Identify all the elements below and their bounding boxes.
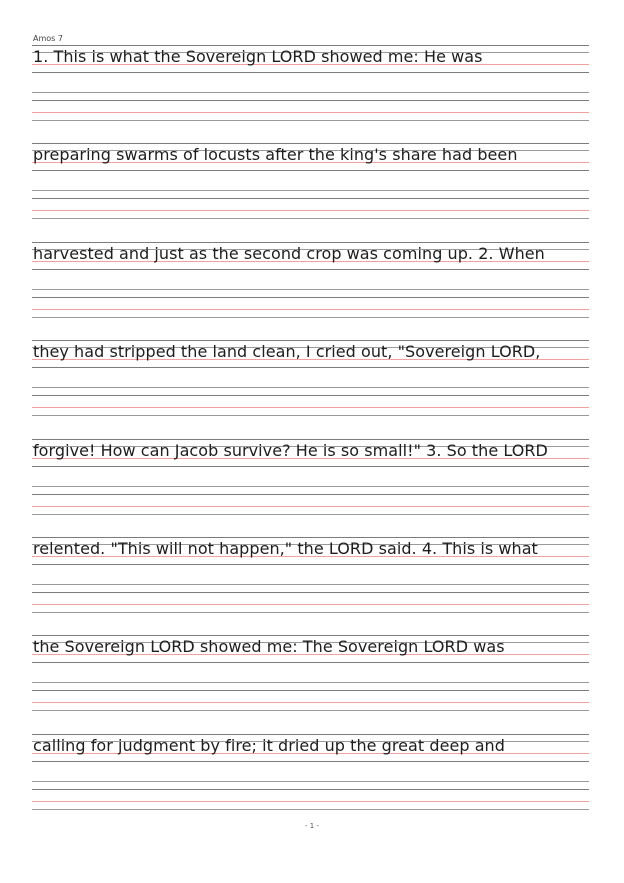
writing-line-block xyxy=(32,340,589,422)
verse-text-line: preparing swarms of locusts after the king's share had been xyxy=(33,145,518,165)
guide-line xyxy=(32,395,589,396)
guide-line xyxy=(32,789,589,790)
red-guide-line xyxy=(32,506,589,507)
red-guide-line xyxy=(32,604,589,605)
guide-line xyxy=(32,635,589,636)
guide-line xyxy=(32,289,589,290)
guide-line xyxy=(32,734,589,735)
guide-line xyxy=(32,584,589,585)
verse-text-line: forgive! How can Jacob survive? He is so small!" 3. So the LORD xyxy=(33,440,548,460)
verse-text-line: harvested and just as the second crop was coming up. 2. When xyxy=(33,243,545,263)
guide-line xyxy=(32,218,589,219)
writing-line-block xyxy=(32,439,589,521)
guide-line xyxy=(32,198,589,199)
guide-line xyxy=(32,387,589,388)
red-guide-line xyxy=(32,210,589,211)
guide-line xyxy=(32,120,589,121)
guide-line xyxy=(32,592,589,593)
guide-line xyxy=(32,710,589,711)
guide-line xyxy=(32,415,589,416)
verse-text-line: relented. "This will not happen," the LORD said. 4. This is what xyxy=(33,539,538,558)
red-guide-line xyxy=(32,801,589,802)
guide-line xyxy=(32,662,589,663)
writing-line-block xyxy=(32,537,589,619)
guide-line xyxy=(32,514,589,515)
verse-text-line: calling for judgment by fire; it dried up the great deep and xyxy=(33,735,505,755)
red-guide-line xyxy=(32,112,589,113)
guide-line xyxy=(32,190,589,191)
writing-line-block xyxy=(32,45,589,127)
guide-line xyxy=(32,781,589,782)
guide-line xyxy=(32,537,589,538)
guide-line xyxy=(32,466,589,467)
writing-line-block xyxy=(32,143,589,225)
guide-line xyxy=(32,100,589,101)
guide-line xyxy=(32,72,589,73)
guide-line xyxy=(32,317,589,318)
guide-line xyxy=(32,92,589,93)
red-guide-line xyxy=(32,702,589,703)
guide-line xyxy=(32,494,589,495)
writing-line-block xyxy=(32,242,589,324)
guide-line xyxy=(32,809,589,810)
verse-text-line: the Sovereign LORD showed me: The Sovereign LORD was xyxy=(33,637,505,657)
verse-text-line: they had stripped the land clean, I cried out, "Sovereign LORD, xyxy=(33,342,541,362)
guide-line xyxy=(32,45,589,46)
guide-line xyxy=(32,690,589,691)
page-header-title: Amos 7 xyxy=(33,34,63,43)
red-guide-line xyxy=(32,309,589,310)
guide-line xyxy=(32,564,589,565)
writing-line-block xyxy=(32,635,589,717)
guide-line xyxy=(32,170,589,171)
guide-line xyxy=(32,682,589,683)
guide-line xyxy=(32,297,589,298)
writing-line-block xyxy=(32,734,589,816)
guide-line xyxy=(32,612,589,613)
page-number: - 1 - xyxy=(305,822,319,830)
red-guide-line xyxy=(32,407,589,408)
verse-text-line: 1. This is what the Sovereign LORD showed me: He was xyxy=(33,47,483,66)
guide-line xyxy=(32,367,589,368)
guide-line xyxy=(32,242,589,243)
guide-line xyxy=(32,340,589,341)
guide-line xyxy=(32,439,589,440)
guide-line xyxy=(32,269,589,270)
guide-line xyxy=(32,761,589,762)
guide-line xyxy=(32,143,589,144)
guide-line xyxy=(32,486,589,487)
